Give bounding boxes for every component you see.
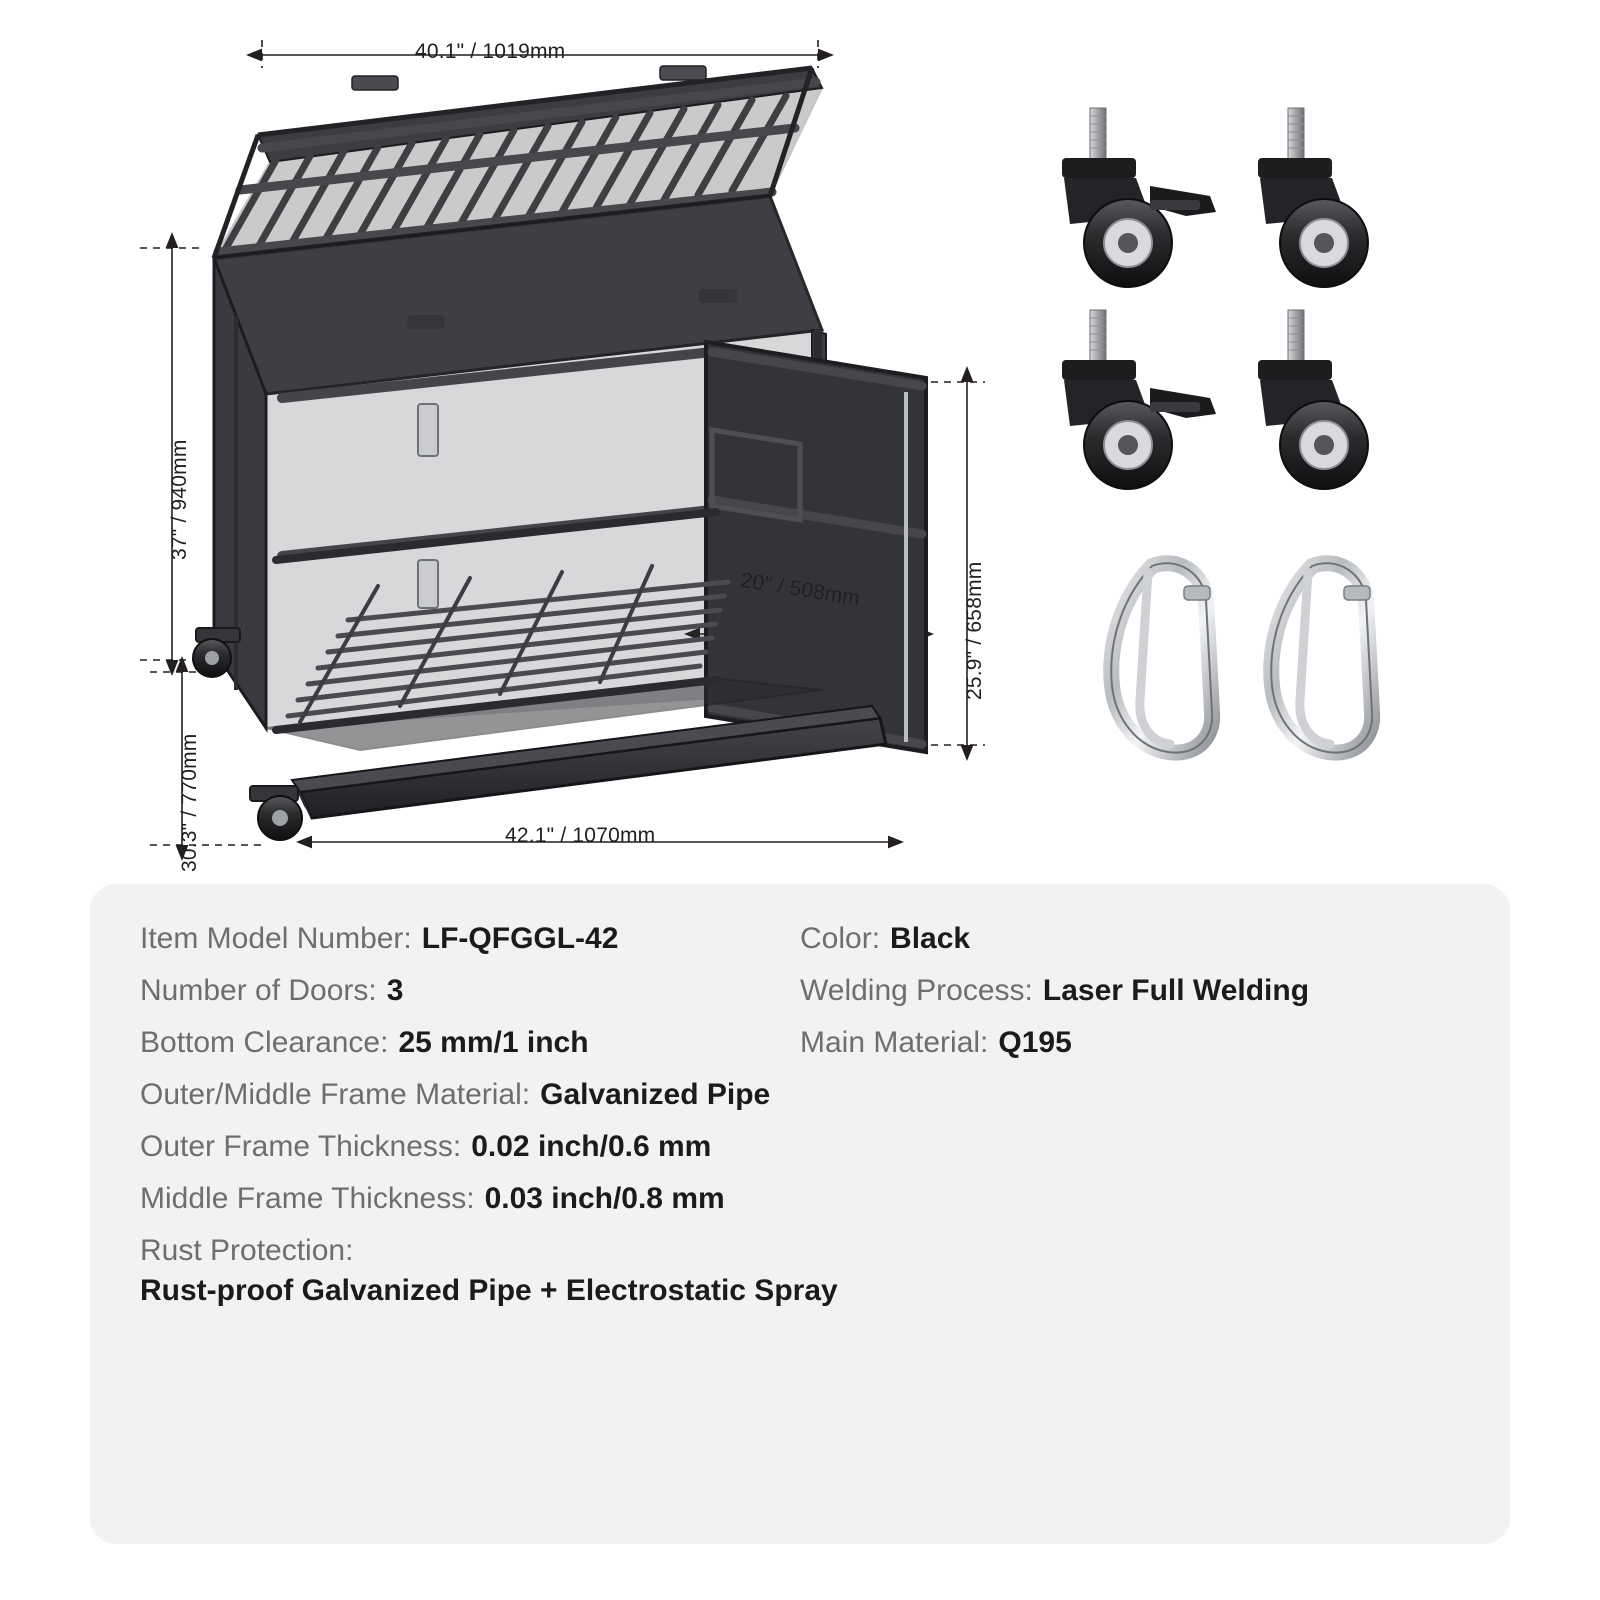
dimension-label-door-height: 25.9" / 658mm	[963, 561, 986, 700]
dimension-label-top-width: 40.1" / 1019mm	[415, 40, 566, 63]
spec-key: Item Model Number:	[140, 922, 412, 955]
spec-main-material	[800, 1026, 1440, 1060]
spec-row-5	[140, 1130, 1460, 1164]
spec-key: Outer/Middle Frame Material:	[140, 1078, 531, 1111]
dimension-label-body-height: 30.3" / 770mm	[178, 733, 201, 872]
spec-color	[800, 922, 1440, 956]
spec-value: 3	[386, 974, 404, 1007]
spec-key: Rust Protection:	[140, 1234, 354, 1267]
carabiner-2	[1271, 563, 1372, 752]
spec-row-2	[140, 974, 1460, 1008]
crate-body	[193, 66, 926, 840]
spec-key: Middle Frame Thickness:	[140, 1182, 475, 1215]
spec-rust-protection	[140, 1234, 1460, 1308]
spec-value: Galvanized Pipe	[540, 1078, 771, 1111]
latch-upper	[418, 404, 438, 456]
spec-value: Black	[890, 922, 971, 955]
spec-key: Main Material:	[800, 1026, 989, 1059]
spec-key: Welding Process:	[800, 974, 1033, 1007]
spec-middle-frame-thickness	[140, 1182, 1460, 1216]
spec-value: 25 mm/1 inch	[398, 1026, 589, 1059]
caster-wheel-3	[1062, 310, 1216, 489]
caster-wheel-4	[1258, 310, 1368, 489]
spec-row-3	[140, 1026, 1460, 1060]
dimension-label-overall-depth: 42.1" / 1070mm	[505, 824, 656, 847]
spec-value: 0.03 inch/0.8 mm	[484, 1182, 725, 1215]
spec-row-4	[140, 1078, 1460, 1112]
spec-bottom-clearance	[140, 1026, 800, 1060]
spec-item-model-number	[140, 922, 800, 956]
spec-outer-middle-frame-material	[140, 1078, 1460, 1112]
carabiner-1	[1111, 563, 1212, 752]
caster-wheel-2	[1258, 108, 1368, 287]
spec-welding-process	[800, 974, 1440, 1008]
spec-value: Q195	[998, 1026, 1072, 1059]
spec-outer-frame-thickness	[140, 1130, 1460, 1164]
spec-value: 0.02 inch/0.6 mm	[471, 1130, 712, 1163]
spec-value: Laser Full Welding	[1042, 974, 1310, 1007]
spec-row-1	[140, 922, 1460, 956]
dimension-label-overall-height: 37" / 940mm	[168, 439, 191, 560]
spec-key: Outer Frame Thickness:	[140, 1130, 462, 1163]
spec-number-of-doors	[140, 974, 800, 1008]
spec-value: Rust-proof Galvanized Pipe + Electrostatic Spray	[140, 1274, 838, 1307]
specification-panel	[90, 884, 1510, 1544]
carabiner-group	[1111, 563, 1372, 752]
latch-lower	[418, 560, 438, 608]
caster-wheel-1	[1062, 108, 1216, 287]
caster-wheel-group	[1062, 108, 1368, 489]
spec-key: Color:	[800, 922, 881, 955]
spec-value: LF-QFGGL-42	[421, 922, 619, 955]
spec-row-6	[140, 1182, 1460, 1216]
crate-caster-rear	[250, 786, 302, 840]
dimension-label-door-width: 20" / 508mm	[739, 568, 862, 611]
spec-key: Number of Doors:	[140, 974, 377, 1007]
spec-key: Bottom Clearance:	[140, 1026, 389, 1059]
